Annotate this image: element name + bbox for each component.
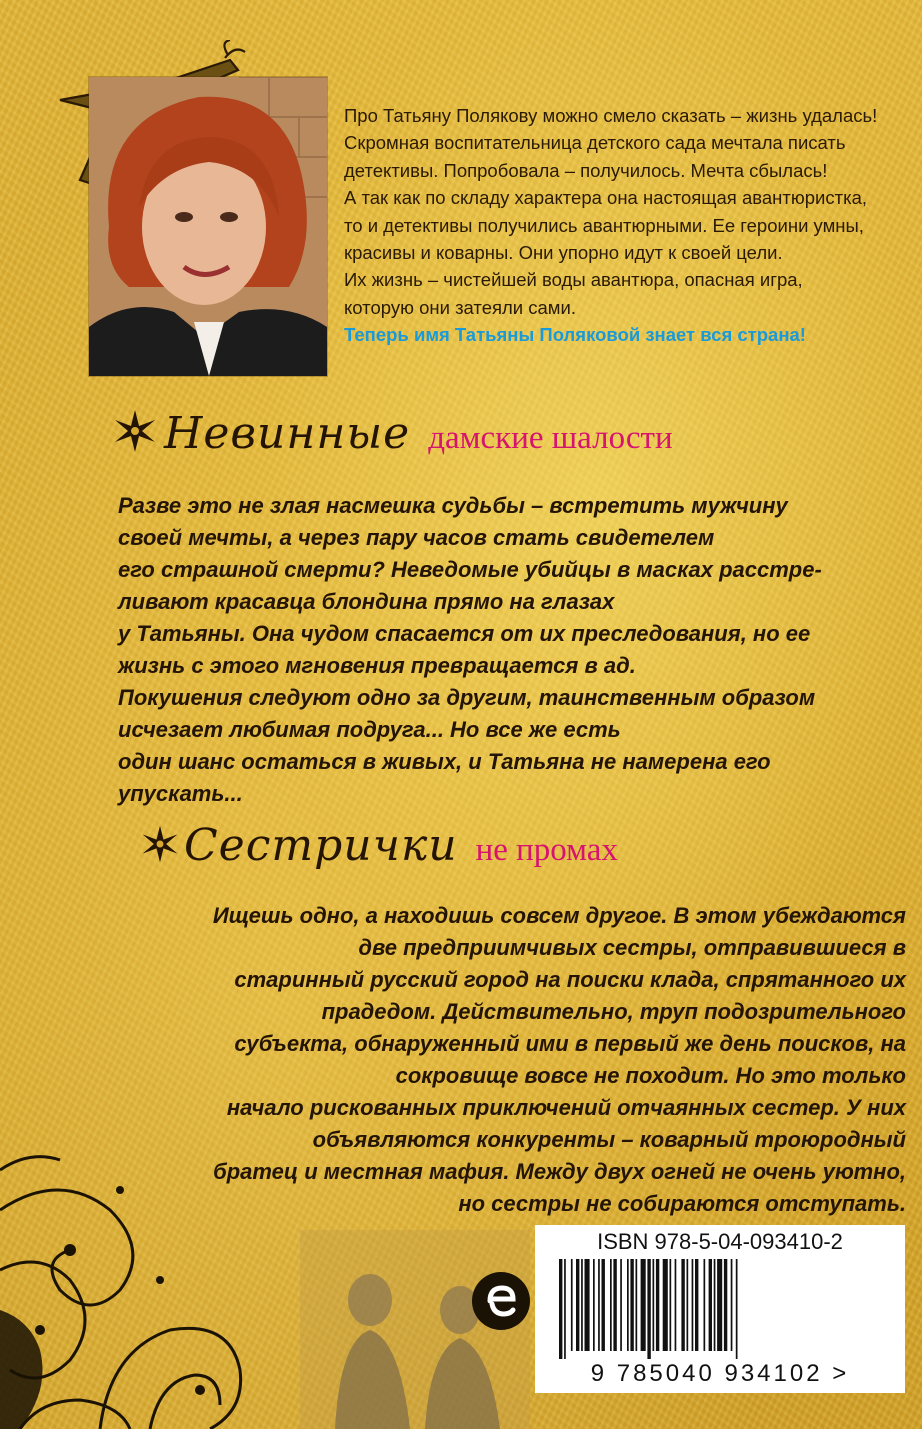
blurb-line: исчезает любимая подруга... Но все же есть	[118, 717, 621, 742]
blurb-line: Разве это не злая насмешка судьбы – встретить мужчину	[118, 493, 788, 518]
barcode-bar	[731, 1259, 733, 1351]
blurb-line: его страшной смерти? Неведомые убийцы в масках расстре-	[118, 557, 822, 582]
barcode-bar	[670, 1259, 672, 1351]
barcode-bar	[663, 1259, 668, 1351]
barcode-bar	[598, 1259, 600, 1351]
bio-highlight: Теперь имя Татьяны Поляковой знает вся страна!	[344, 324, 806, 346]
blurb-line: но сестры не собираются отступать.	[458, 1191, 906, 1216]
blurb-line: упускать...	[118, 781, 243, 806]
blurb-line: Ищешь одно, а находишь совсем другое. В этом убеждаются	[212, 903, 906, 928]
bio-line: то и детективы получились авантюрными. Ее героини умны,	[344, 214, 864, 236]
book1-title-sub: дамские шалости	[428, 420, 673, 456]
barcode-bar	[559, 1259, 562, 1359]
barcode-bars	[557, 1259, 887, 1359]
author-bio	[344, 102, 904, 349]
barcode-bar	[709, 1259, 712, 1351]
barcode-bar	[581, 1259, 583, 1351]
barcode-bar	[636, 1259, 638, 1351]
barcode-bar	[724, 1259, 727, 1351]
barcode-bar	[571, 1259, 573, 1351]
barcode-block	[535, 1225, 905, 1393]
barcode-bar	[704, 1259, 706, 1351]
blurb-line: старинный русский город на поиски клада, спрятанного их	[234, 967, 906, 992]
barcode-bar	[656, 1259, 659, 1351]
blurb-line: один шанс остаться в живых, и Татьяна не намерена его	[118, 749, 771, 774]
book1-blurb	[118, 490, 822, 810]
blurb-line: начало рискованных приключений отчаянных сестер. У них	[226, 1095, 906, 1120]
barcode-bar	[627, 1259, 629, 1351]
barcode-bar	[647, 1259, 650, 1359]
blurb-line: у Татьяны. Она чудом спасается от их преследования, но ее	[118, 621, 811, 646]
bio-line: А так как по складу характера она настоящая авантюристка,	[344, 187, 868, 209]
bio-line: которую они затеяли сами.	[344, 296, 576, 318]
blurb-line: братец и местная мафия. Между двух огней не очень уютно,	[213, 1159, 906, 1184]
barcode-digits: 9 785040 934102 >	[590, 1360, 850, 1387]
bio-line: Про Татьяну Полякову можно смело сказать – жизнь удалась!	[344, 105, 878, 126]
barcode-bar	[692, 1259, 694, 1351]
barcode-bar	[564, 1259, 566, 1359]
blurb-line: сокровище вовсе не походит. Но это только	[395, 1063, 906, 1088]
publisher-logo	[470, 1270, 532, 1332]
isbn-text: ISBN 978-5-04-093410-2	[597, 1229, 843, 1254]
blurb-line: две предприимчивых сестры, отправившиеся в	[358, 935, 906, 960]
barcode-bar	[585, 1259, 590, 1351]
barcode-bar	[653, 1259, 655, 1351]
barcode-bar	[687, 1259, 689, 1351]
book1-title-script: Невинные	[164, 408, 411, 459]
bio-line: красивы и коварны. Они упорно идут к своей цели.	[344, 242, 783, 264]
bio-line: детективы. Попробовала – получилось. Мечта сбылась!	[344, 159, 828, 181]
book2-title	[140, 820, 618, 871]
paisley-ornament	[0, 1150, 300, 1429]
blurb-line: жизнь с этого мгновения превращается в ад.	[118, 653, 636, 678]
barcode-bar	[641, 1259, 646, 1351]
barcode-bar	[630, 1259, 633, 1351]
bio-line: Их жизнь – чистейшей воды авантюра, опасная игра,	[344, 269, 803, 291]
barcode-bar	[736, 1259, 738, 1359]
book1-title	[112, 408, 673, 459]
star-flower-icon	[140, 824, 180, 864]
blurb-line: объявляются конкуренты – коварный троюродный	[312, 1127, 906, 1152]
book2-title-sub: не промах	[475, 832, 618, 868]
blurb-line: Покушения следуют одно за другим, таинственным образом	[118, 685, 816, 710]
book2-title-script: Сестрички	[184, 820, 458, 871]
blurb-line: прадедом. Действительно, труп подозрительного	[321, 999, 906, 1024]
barcode-bar	[593, 1259, 595, 1351]
barcode-bar	[602, 1259, 605, 1351]
bio-line: Скромная воспитательница детского сада мечтала писать	[344, 132, 846, 154]
blurb-line: субъекта, обнаруженный ими в первый же день поисков, на	[234, 1031, 906, 1056]
blurb-line: ливают красавца блондина прямо на глазах	[118, 589, 615, 614]
barcode-bar	[620, 1259, 622, 1351]
barcode-bar	[681, 1259, 684, 1351]
barcode-bar	[576, 1259, 579, 1351]
barcode-bar	[613, 1259, 616, 1351]
barcode-bar	[714, 1259, 716, 1351]
barcode-bar	[610, 1259, 612, 1351]
barcode-bar	[717, 1259, 722, 1351]
barcode-bar	[695, 1259, 698, 1351]
star-flower-icon	[112, 408, 158, 454]
author-portrait-illustration	[89, 77, 327, 376]
barcode-bar	[675, 1259, 677, 1351]
blurb-line: своей мечты, а через пару часов стать свидетелем	[118, 525, 715, 550]
author-photo	[89, 77, 327, 376]
